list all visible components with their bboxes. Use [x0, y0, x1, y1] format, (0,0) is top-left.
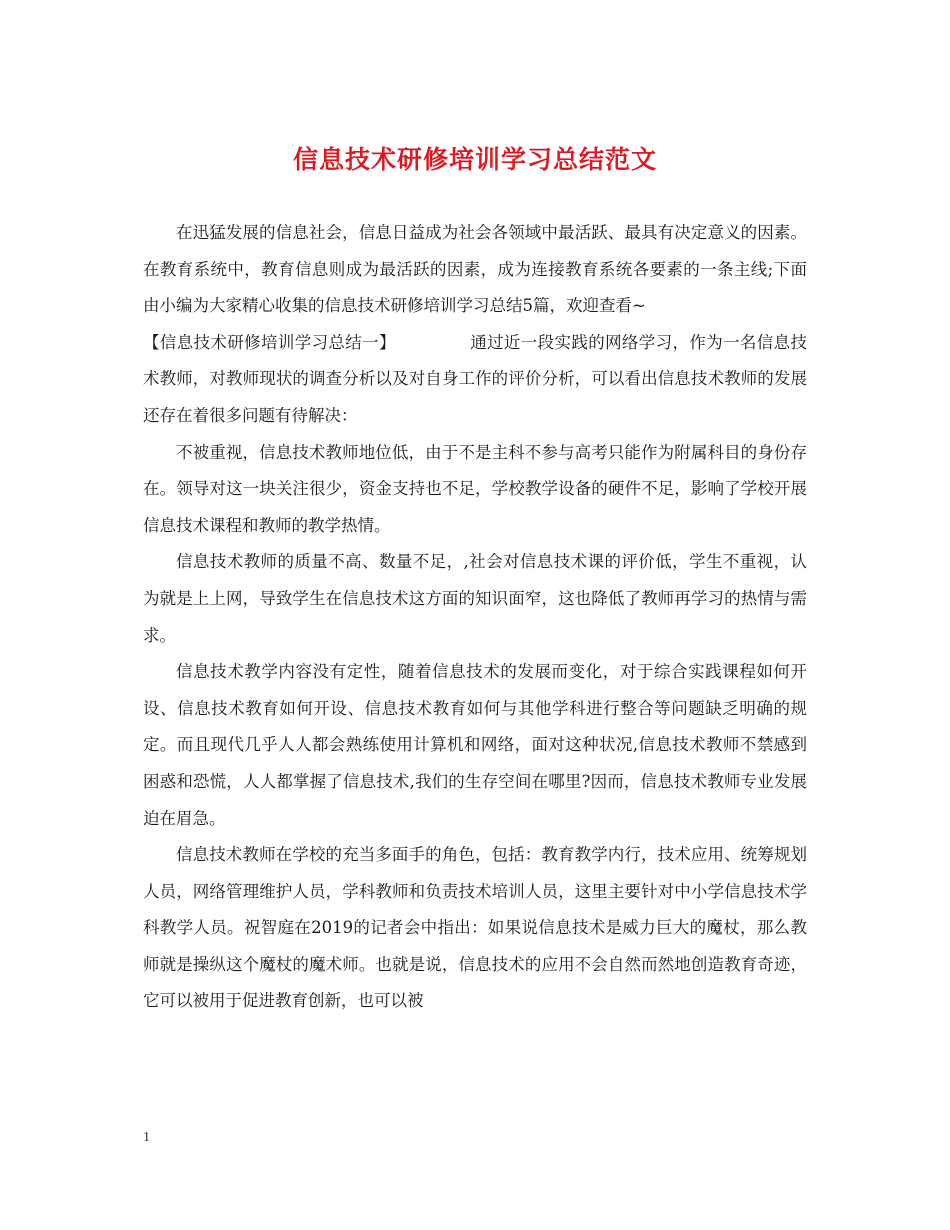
body-paragraph: 信息技术教师在学校的充当多面手的角色，包括：教育教学内行，技术应用、统筹规划人员，网络管理维护人员，学科教师和负责技术培训人员，这里主要针对中小学信息技术学科教学人员。祝智庭在2019的记者会中指出：如果说信息技术是威力巨大的魔杖，那么教师就是操纵这个魔杖的魔术师。也就是说，信息技术的应用不会自然而然地创造教育奇迹，它可以被用于促进教育创新，也可以被 [143, 845, 807, 1011]
intro-paragraph: 在迅猛发展的信息社会，信息日益成为社会各领域中最活跃、最具有决定意义的因素。在教育系统中，教育信息则成为最活跃的因素，成为连接教育系统各要素的一条主线;下面由小编为大家精心收集的信息技术研修培训学习总结5篇，欢迎查看~ [143, 223, 807, 316]
body-paragraph: 不被重视，信息技术教师地位低，由于不是主科不参与高考只能作为附属科目的身份存在。领导对这一块关注很少，资金支持也不足，学校教学设备的硬件不足，影响了学校开展信息技术课程和教师的教学热情。 [143, 442, 807, 535]
section-heading: 【信息技术研修培训学习总结一】 [143, 332, 396, 352]
page-title: 信息技术研修培训学习总结范文 [292, 145, 657, 174]
section-1-text: 通过近一段实践的网络学习，作为一名信息技术教师，对教师现状的调查分析以及对自身工作的评价分析，可以看出信息技术教师的发展还存在着很多问题有待解决： [143, 332, 808, 425]
body-paragraph: 信息技术教学内容没有定性，随着信息技术的发展而变化，对于综合实践课程如何开设、信息技术教育如何开设、信息技术教育如何与其他学科进行整合等问题缺乏明确的规定。而且现代几乎人人都会熟练使用计算机和网络，面对这种状况,信息技术教师不禁感到困惑和恐慌，人人都掌握了信息技术,我们的生存空间在哪里?因而，信息技术教师专业发展迫在眉急。 [143, 662, 807, 828]
body-paragraph: 信息技术教师的质量不高、数量不足，,社会对信息技术课的评价低，学生不重视，认为就是上上网，导致学生在信息技术这方面的知识面窄，这也降低了教师再学习的热情与需求。 [143, 552, 807, 645]
page-number: 1 [143, 1130, 150, 1145]
document-body [143, 215, 807, 1020]
section-1-paragraph [143, 325, 807, 435]
